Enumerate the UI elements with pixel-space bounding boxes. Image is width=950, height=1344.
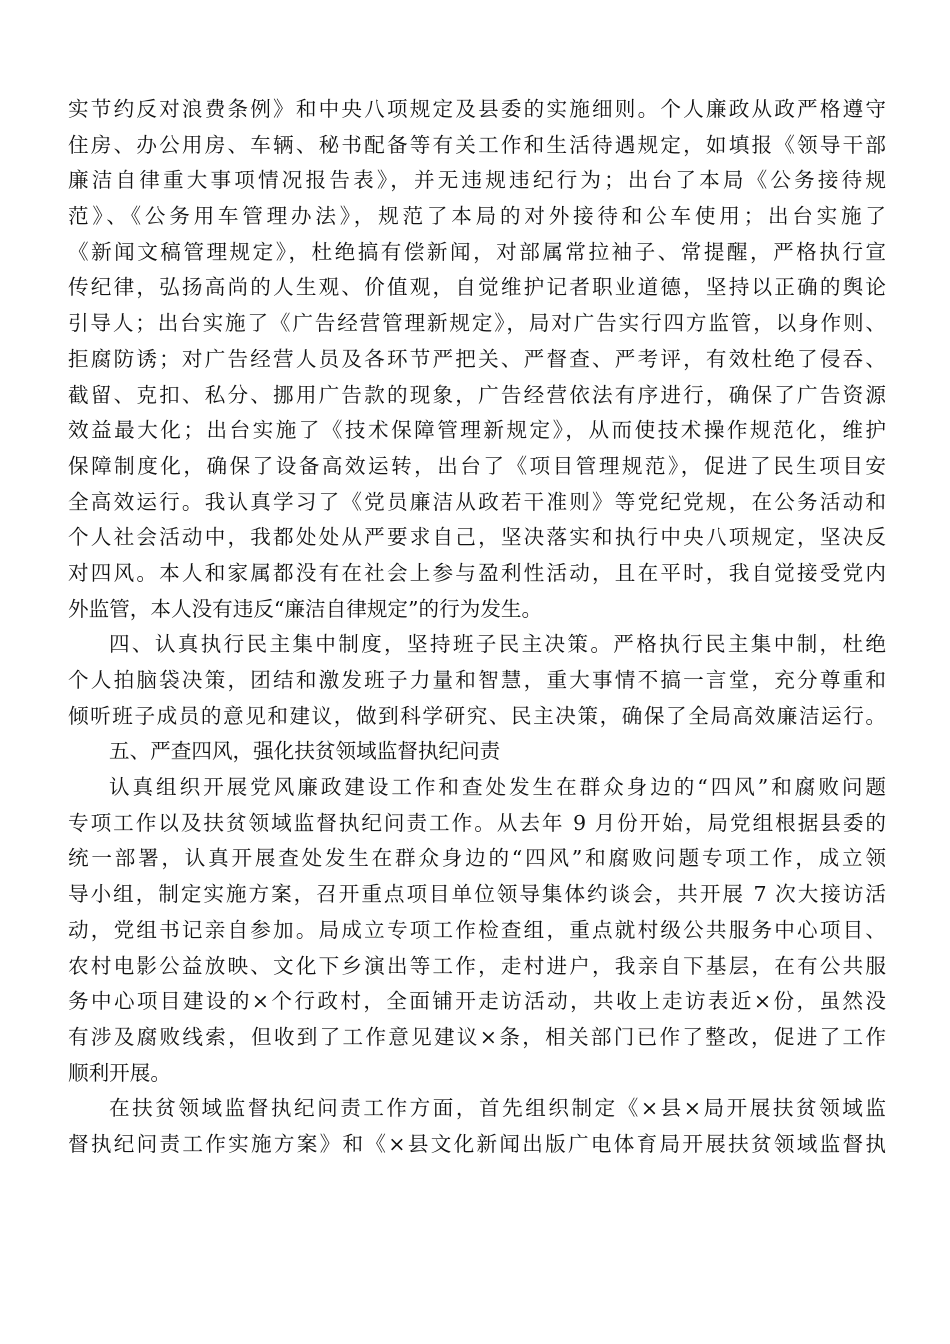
text-line: 督执纪问责工作实施方案》和《×县文化新闻出版广电体育局开展扶贫领域监督执 [68,1131,886,1156]
text-line: 顺利开展。 [68,1060,171,1085]
text-line: 外监管，本人没有违反“廉洁自律规定”的行为发生。 [68,596,543,621]
text-line: 截留、克扣、私分、挪用广告款的现象，广告经营依法有序进行，确保了广告资源 [68,382,886,407]
text-line: 住房、办公用房、车辆、秘书配备等有关工作和生活待遇规定，如填报《领导干部 [68,132,886,157]
text-line: 对四风。本人和家属都没有在社会上参与盈利性活动，且在平时，我自觉接受党内 [68,560,886,585]
text-line: 传纪律，弘扬高尚的人生观、价值观，自觉维护记者职业道德，坚持以正确的舆论 [68,275,886,300]
text-line: 在扶贫领域监督执纪问责工作方面，首先组织制定《×县×局开展扶贫领域监 [109,1096,886,1121]
text-line: 统一部署，认真开展查处发生在群众身边的“四风”和腐败问题专项工作，成立领 [68,846,886,871]
text-line: 有涉及腐败线索，但收到了工作意见建议×条，相关部门已作了整改，促进了工作 [68,1024,886,1049]
text-line: 四、认真执行民主集中制度，坚持班子民主决策。严格执行民主集中制，杜绝 [109,632,886,657]
text-line: 《新闻文稿管理规定》，杜绝搞有偿新闻，对部属常拉袖子、常提醒，严格执行宣 [68,239,886,264]
text-line: 范》、《公务用车管理办法》，规范了本局的对外接待和公车使用；出台实施了 [68,204,886,229]
text-line: 廉洁自律重大事项情况报告表》，并无违规违纪行为；出台了本局《公务接待规 [68,168,886,193]
text-line: 导小组，制定实施方案，召开重点项目单位领导集体约谈会，共开展 7 次大接访活 [68,882,886,907]
text-line: 拒腐防诱；对广告经营人员及各环节严把关、严督查、严考评，有效杜绝了侵吞、 [68,346,886,371]
text-line: 五、严查四风，强化扶贫领域监督执纪问责 [109,739,501,764]
text-line: 倾听班子成员的意见和建议，做到科学研究、民主决策，确保了全局高效廉洁运行。 [68,703,886,728]
text-line: 专项工作以及扶贫领域监督执纪问责工作。从去年 9 月份开始，局党组根据县委的 [68,810,886,835]
text-line: 实节约反对浪费条例》和中央八项规定及县委的实施细则。个人廉政从政严格遵守 [68,97,886,121]
text-line: 动，党组书记亲自参加。局成立专项工作检查组，重点就村级公共服务中心项目、 [68,917,886,942]
text-line: 全高效运行。我认真学习了《党员廉洁从政若干准则》等党纪党规，在公务活动和 [68,489,886,514]
document-body [68,92,886,1163]
text-line: 认真组织开展党风廉政建设工作和查处发生在群众身边的“四风”和腐败问题 [109,775,886,800]
text-line: 保障制度化，确保了设备高效运转，出台了《项目管理规范》，促进了民生项目安 [68,453,886,478]
text-line: 效益最大化；出台实施了《技术保障管理新规定》，从而使技术操作规范化，维护 [68,418,886,443]
text-line: 个人拍脑袋决策，团结和激发班子力量和智慧，重大事情不搞一言堂，充分尊重和 [68,668,886,692]
text-line: 引导人；出台实施了《广告经营管理新规定》，局对广告实行四方监管，以身作则、 [68,311,886,336]
text-line: 农村电影公益放映、文化下乡演出等工作，走村进户，我亲自下基层，在有公共服 [68,953,886,978]
text-line: 务中心项目建设的×个行政村，全面铺开走访活动，共收上走访表近×份，虽然没 [68,989,886,1014]
text-line: 个人社会活动中，我都处处从严要求自己，坚决落实和执行中央八项规定，坚决反 [68,525,886,550]
